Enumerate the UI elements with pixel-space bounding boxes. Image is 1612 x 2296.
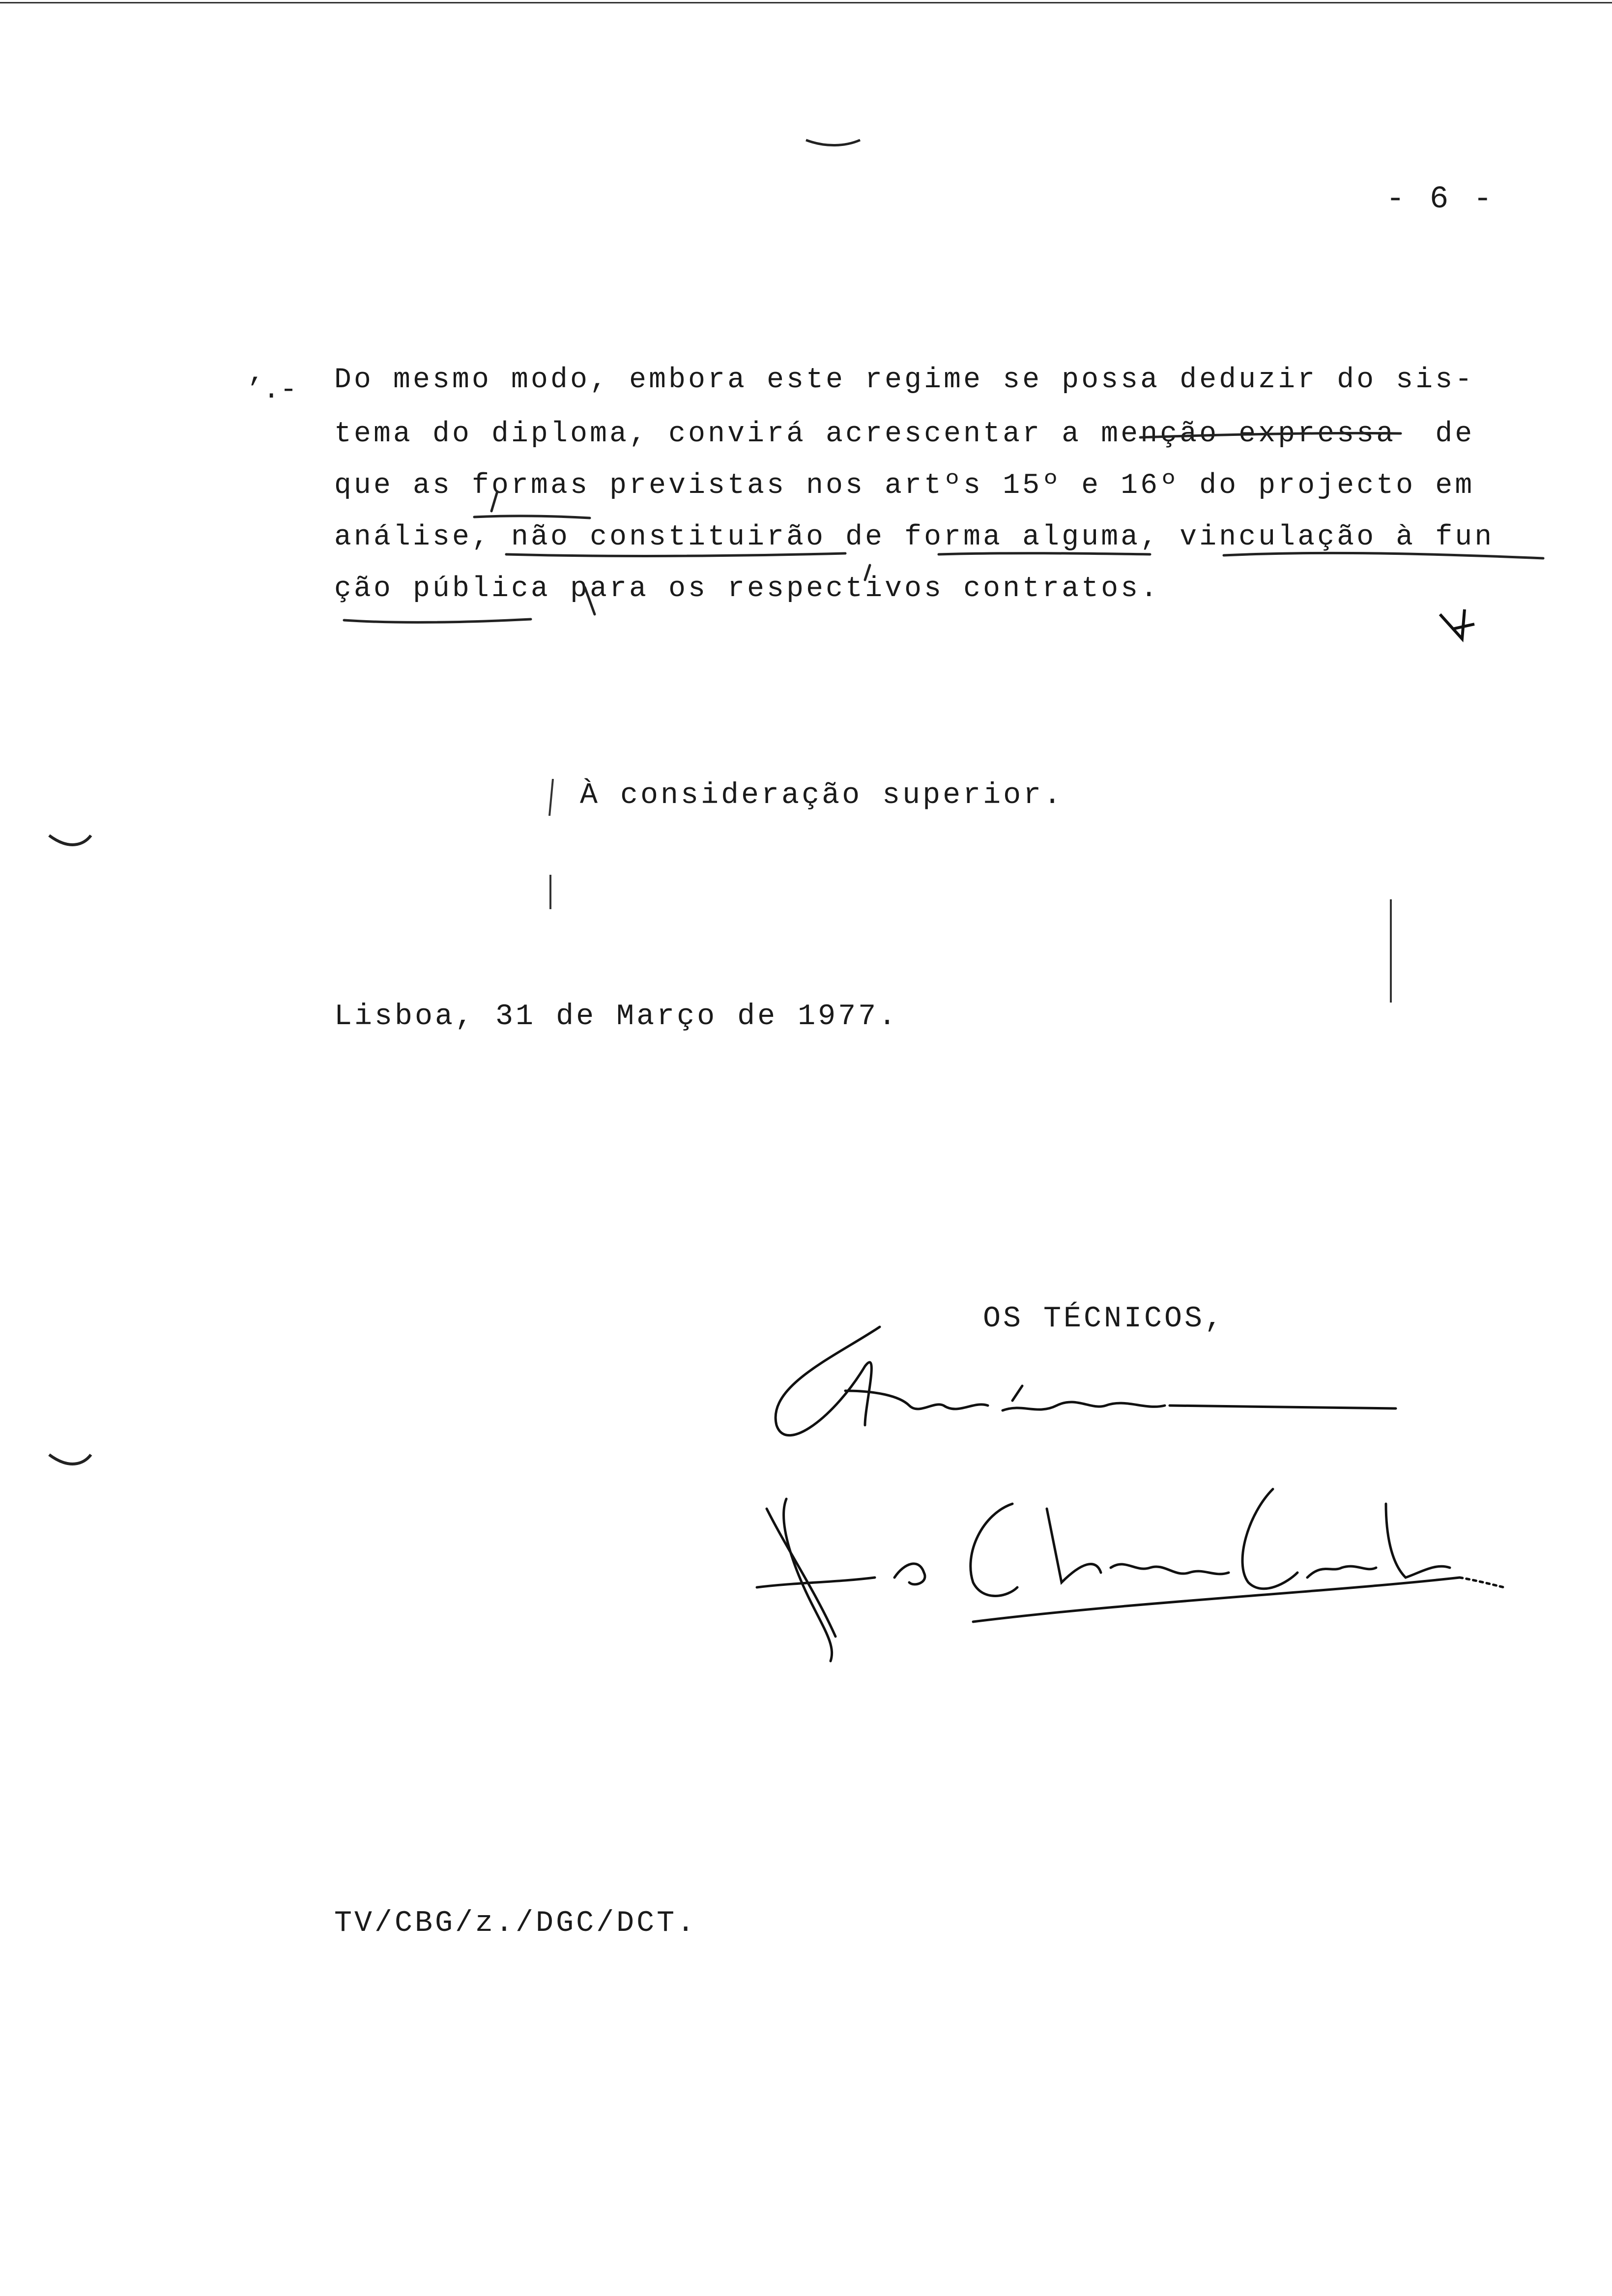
paragraph-line: tema do diploma, convirá acrescentar a menção expressa de [334, 418, 1475, 450]
check-mark-icon [1440, 609, 1474, 639]
paragraph-line: Do mesmo modo, embora este regime se possa deduzir do sis- [334, 364, 1475, 396]
paragraph-line: ção pública para os respectivos contratos. [334, 573, 1160, 605]
underline-funcao-publica [344, 619, 531, 622]
top-border-line [0, 2, 1612, 3]
margin-line [549, 779, 553, 816]
paragraph-marker: ’.- [246, 374, 297, 406]
hole-punch-mark [49, 835, 91, 845]
underline-nao-constituirao [506, 553, 845, 556]
date-line: Lisboa, 31 de Março de 1977. [334, 1000, 899, 1033]
signature-1 [776, 1327, 1396, 1435]
reference-code: TV/CBG/z./DGC/DCT. [334, 1907, 697, 1940]
underline-vinculacao [1224, 553, 1543, 558]
paragraph-line: que as formas previstas nos artºs 15º e 16º do projecto em [334, 470, 1475, 502]
signature-2 [757, 1489, 1504, 1661]
pen-mark [806, 140, 860, 145]
underline-forma-alguma [939, 553, 1150, 554]
page-number: - 6 - [1386, 182, 1496, 217]
closing-remark: À consideração superior. [580, 779, 1064, 812]
signatory-title: OS TÉCNICOS, [983, 1302, 1225, 1336]
hole-punch-mark [49, 1455, 91, 1464]
underline-formas [474, 516, 590, 518]
paragraph-line: análise, não constituirão de forma alguma, vinculação à fun [334, 521, 1495, 553]
